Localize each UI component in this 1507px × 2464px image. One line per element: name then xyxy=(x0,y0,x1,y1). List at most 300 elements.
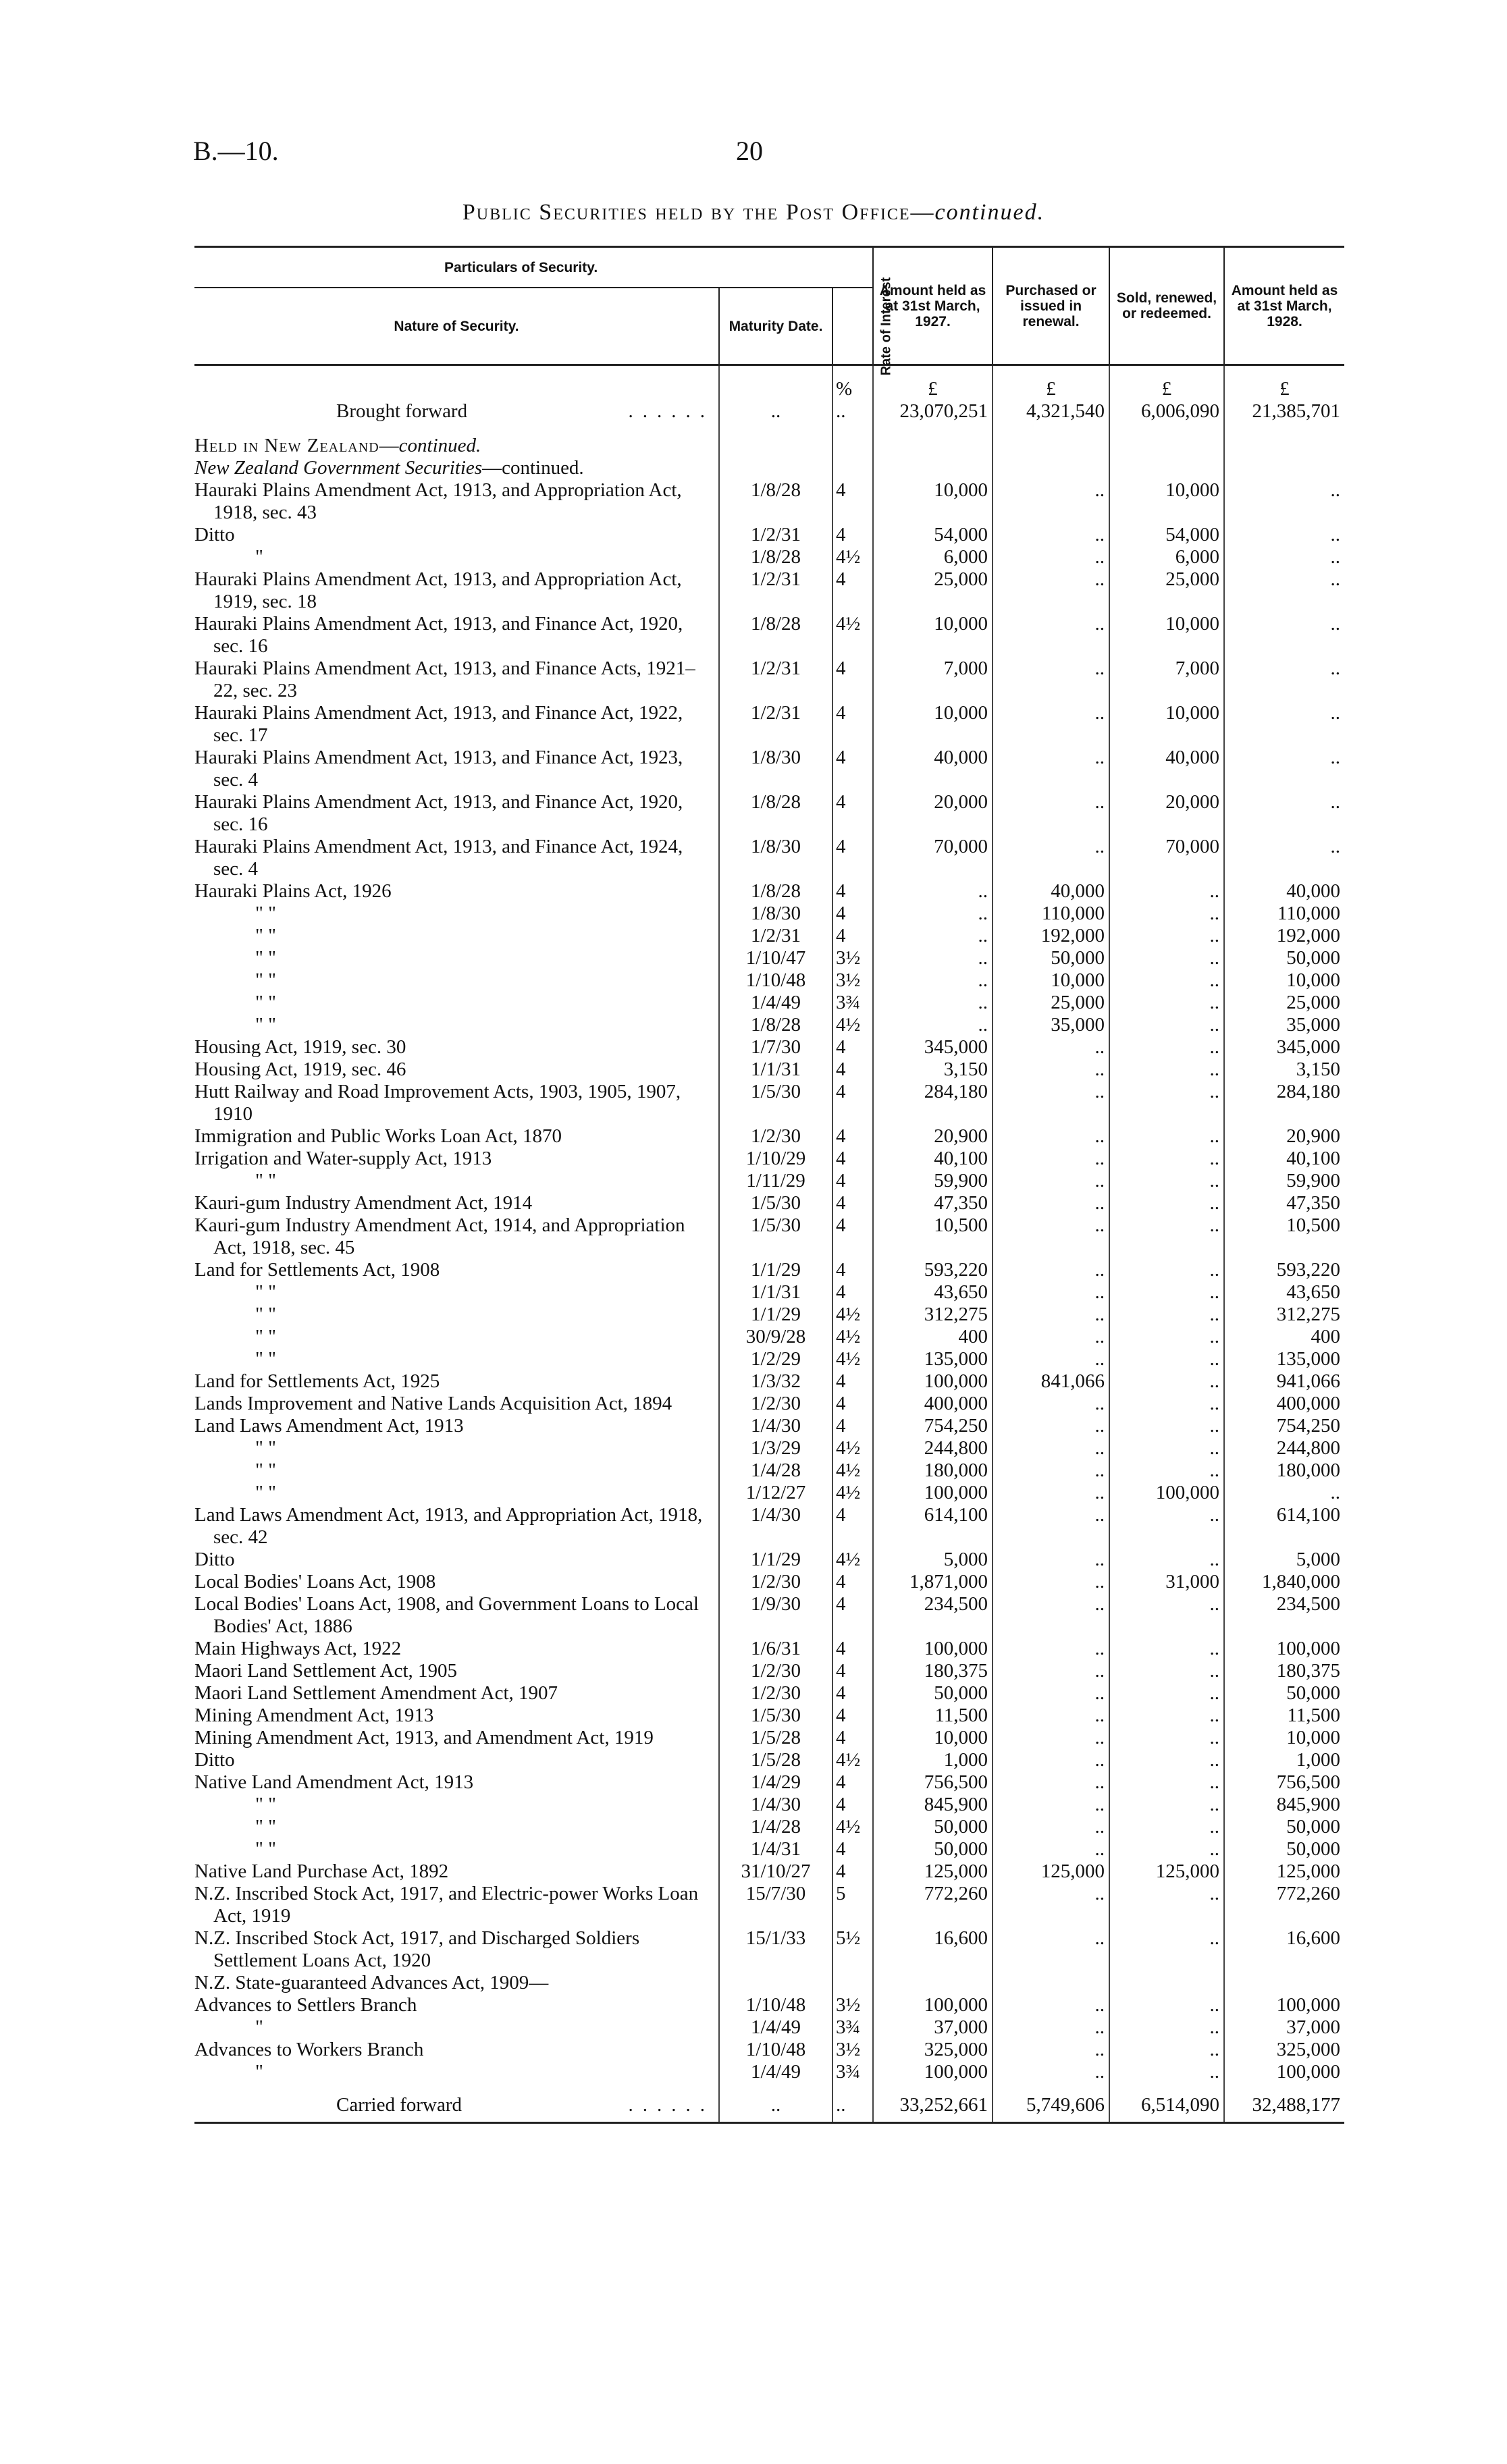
cell-nature: " xyxy=(255,2016,263,2038)
cell-nature: Hutt Railway and Road Improvement Acts, 1903, 1905, 1907, 1910 xyxy=(194,1081,681,1125)
cell-sold: .. xyxy=(1109,1393,1224,1415)
table-row xyxy=(194,947,1344,969)
cell-nature: Local Bodies' Loans Act, 1908 xyxy=(194,1571,436,1592)
cell-maturity: 1/2/31 xyxy=(719,568,832,613)
cell-maturity: 1/10/48 xyxy=(719,969,832,992)
cell-nature: Advances to Settlers Branch xyxy=(194,1994,417,2016)
cell-held-1928: 1,840,000 xyxy=(1224,1571,1344,1593)
cell-held-1928: .. xyxy=(1224,546,1344,568)
cell-held-1928: 10,000 xyxy=(1224,969,1344,992)
cell-rate: 4 xyxy=(832,1281,873,1304)
cell-sold: .. xyxy=(1109,1927,1224,1972)
cell-maturity: 1/1/31 xyxy=(719,1281,832,1304)
table-row xyxy=(194,1504,1344,1549)
cell-nature: " " xyxy=(255,1326,276,1347)
cell-rate: 4½ xyxy=(832,1482,873,1504)
table-row xyxy=(194,791,1344,836)
cell-held-1927: 234,500 xyxy=(873,1593,993,1638)
cell-rate: 4 xyxy=(832,1771,873,1794)
header-rate-label: Rate of Interest xyxy=(878,277,894,376)
cell-nature: Advances to Workers Branch xyxy=(194,2039,424,2060)
cell-held-1927: 3,150 xyxy=(873,1059,993,1081)
cell-nature: " " xyxy=(255,1014,276,1036)
cell-sold: 54,000 xyxy=(1109,524,1224,546)
cell-purchased: 10,000 xyxy=(993,969,1109,992)
table-row xyxy=(194,1125,1344,1148)
cell-nature: Irrigation and Water-supply Act, 1913 xyxy=(194,1148,492,1169)
cell-held-1927: 845,900 xyxy=(873,1794,993,1816)
table-row xyxy=(194,1326,1344,1348)
cell-purchased: .. xyxy=(993,1883,1109,1927)
cell-purchased: .. xyxy=(993,1571,1109,1593)
cell-maturity: 1/4/31 xyxy=(719,1838,832,1860)
cell-sold: .. xyxy=(1109,1549,1224,1571)
cell-sold: 100,000 xyxy=(1109,1482,1224,1504)
cell-held-1927: 10,000 xyxy=(873,702,993,747)
cell-purchased: .. xyxy=(993,1259,1109,1281)
table-row xyxy=(194,2061,1344,2083)
cell-held-1928: .. xyxy=(1224,836,1344,880)
cell-purchased: .. xyxy=(993,1192,1109,1214)
cell-nature: Kauri-gum Industry Amendment Act, 1914 xyxy=(194,1192,533,1214)
cell-held-1928: 37,000 xyxy=(1224,2016,1344,2039)
cell-sold: 40,000 xyxy=(1109,747,1224,791)
cell-nature: " " xyxy=(255,947,276,969)
cell-rate: 4 xyxy=(832,1727,873,1749)
cell-sold: .. xyxy=(1109,925,1224,947)
cell-rate: 3¾ xyxy=(832,992,873,1014)
cell-held-1927: 135,000 xyxy=(873,1348,993,1370)
cell-maturity: 1/4/30 xyxy=(719,1504,832,1549)
cell-rate: 4 xyxy=(832,1682,873,1705)
cell-held-1927: .. xyxy=(873,992,993,1014)
table-row xyxy=(194,1259,1344,1281)
table-row xyxy=(194,2016,1344,2039)
cell-held-1927: 16,600 xyxy=(873,1927,993,1972)
cell-sold: .. xyxy=(1109,1593,1224,1638)
cell-held-1928: .. xyxy=(1224,479,1344,524)
cell-rate: 4½ xyxy=(832,1437,873,1459)
cell-held-1927: 40,100 xyxy=(873,1148,993,1170)
cell-rate: 4 xyxy=(832,1081,873,1125)
carried-forward-sold: 6,514,090 xyxy=(1109,2083,1224,2123)
cell-maturity: 1/8/28 xyxy=(719,613,832,658)
cell-sold: .. xyxy=(1109,1148,1224,1170)
cell-held-1927: 47,350 xyxy=(873,1192,993,1214)
cell-held-1928: 325,000 xyxy=(1224,2039,1344,2061)
cell-rate: 5 xyxy=(832,1883,873,1927)
section-heading: Held in New Zealand xyxy=(194,435,379,456)
table-row xyxy=(194,1549,1344,1571)
cell-rate: 4½ xyxy=(832,1326,873,1348)
cell-rate: 4 xyxy=(832,524,873,546)
unit-pound-1927: £ xyxy=(873,365,993,401)
cell-maturity: 1/4/30 xyxy=(719,1415,832,1437)
header-held-1927: Amount held as at 31st March, 1927. xyxy=(873,247,993,365)
cell-nature: Mining Amendment Act, 1913 xyxy=(194,1705,434,1726)
cell-sold: .. xyxy=(1109,969,1224,992)
table-row xyxy=(194,658,1344,702)
table-row xyxy=(194,2039,1344,2061)
cell-sold: .. xyxy=(1109,1660,1224,1682)
cell-held-1928: 941,066 xyxy=(1224,1370,1344,1393)
cell-purchased: .. xyxy=(993,1794,1109,1816)
cell-maturity: 1/1/31 xyxy=(719,1059,832,1081)
cell-purchased: 50,000 xyxy=(993,947,1109,969)
brought-forward-maturity: .. xyxy=(719,400,832,423)
cell-maturity: 1/4/49 xyxy=(719,2016,832,2039)
cell-maturity: 31/10/27 xyxy=(719,1860,832,1883)
unit-pound-purchased: £ xyxy=(993,365,1109,401)
cell-purchased: .. xyxy=(993,1326,1109,1348)
cell-held-1928: 135,000 xyxy=(1224,1348,1344,1370)
cell-held-1928: 5,000 xyxy=(1224,1549,1344,1571)
cell-rate: 3¾ xyxy=(832,2016,873,2039)
cell-rate: 4½ xyxy=(832,1749,873,1771)
cell-held-1928: 614,100 xyxy=(1224,1504,1344,1549)
cell-nature: " " xyxy=(255,903,276,924)
section-heading-row: Held in New Zealand—continued. xyxy=(194,435,1344,457)
cell-purchased: .. xyxy=(993,1437,1109,1459)
cell-held-1928: 3,150 xyxy=(1224,1059,1344,1081)
cell-purchased: .. xyxy=(993,702,1109,747)
cell-sold: .. xyxy=(1109,1214,1224,1259)
cell-purchased: 125,000 xyxy=(993,1860,1109,1883)
table-row xyxy=(194,568,1344,613)
cell-purchased: .. xyxy=(993,1927,1109,1972)
cell-sold: .. xyxy=(1109,992,1224,1014)
carried-forward-maturity: .. xyxy=(719,2083,832,2123)
table-row xyxy=(194,1281,1344,1304)
cell-purchased: .. xyxy=(993,1994,1109,2016)
cell-held-1927: 59,900 xyxy=(873,1170,993,1192)
cell-purchased: .. xyxy=(993,1504,1109,1549)
cell-rate: 4½ xyxy=(832,1014,873,1036)
cell-purchased: .. xyxy=(993,2016,1109,2039)
cell-rate: 4 xyxy=(832,1504,873,1549)
cell-rate: 4 xyxy=(832,1393,873,1415)
cell-held-1928: 110,000 xyxy=(1224,903,1344,925)
cell-rate: 3½ xyxy=(832,969,873,992)
cell-held-1927: .. xyxy=(873,903,993,925)
cell-nature: Land for Settlements Act, 1925 xyxy=(194,1370,440,1392)
cell-maturity: 1/6/31 xyxy=(719,1638,832,1660)
table-row xyxy=(194,1660,1344,1682)
cell-purchased: .. xyxy=(993,1036,1109,1059)
cell-sold: .. xyxy=(1109,1059,1224,1081)
cell-purchased: 40,000 xyxy=(993,880,1109,903)
cell-held-1928: .. xyxy=(1224,791,1344,836)
cell-held-1927: 614,100 xyxy=(873,1504,993,1549)
carried-forward-held-1928: 32,488,177 xyxy=(1224,2083,1344,2123)
cell-maturity: 1/2/30 xyxy=(719,1125,832,1148)
cell-held-1927: 100,000 xyxy=(873,1370,993,1393)
cell-maturity: 1/8/28 xyxy=(719,479,832,524)
cell-sold: .. xyxy=(1109,1727,1224,1749)
cell-maturity: 1/10/29 xyxy=(719,1148,832,1170)
cell-held-1928: 40,100 xyxy=(1224,1148,1344,1170)
carried-forward-held-1927: 33,252,661 xyxy=(873,2083,993,2123)
cell-purchased: .. xyxy=(993,1170,1109,1192)
table-row xyxy=(194,1994,1344,2016)
cell-nature: Hauraki Plains Amendment Act, 1913, and Appropriation Act, 1919, sec. 18 xyxy=(194,568,682,612)
cell-held-1928: 10,500 xyxy=(1224,1214,1344,1259)
table-body xyxy=(194,365,1344,2123)
cell-maturity: 1/9/30 xyxy=(719,1593,832,1638)
cell-rate: 4 xyxy=(832,1036,873,1059)
cell-maturity: 1/5/30 xyxy=(719,1192,832,1214)
cell-rate: 4 xyxy=(832,925,873,947)
table-row xyxy=(194,1883,1344,1927)
cell-purchased: .. xyxy=(993,1393,1109,1415)
table-row xyxy=(194,1571,1344,1593)
cell-rate: 4 xyxy=(832,1192,873,1214)
page-title-main: Public Securities held by the Post Office xyxy=(462,200,911,225)
cell-maturity: 1/8/28 xyxy=(719,880,832,903)
cell-nature: Hauraki Plains Act, 1926 xyxy=(194,880,392,902)
table-row xyxy=(194,1593,1344,1638)
cell-maturity: 1/8/28 xyxy=(719,791,832,836)
table-row xyxy=(194,1860,1344,1883)
table-row xyxy=(194,1771,1344,1794)
brought-forward-row: Brought forward ...... .. .. 23,070,251 4,321,540 6,006,090 21,385,701 xyxy=(194,400,1344,423)
cell-maturity: 1/1/29 xyxy=(719,1304,832,1326)
table-row xyxy=(194,1170,1344,1192)
cell-sold: .. xyxy=(1109,1682,1224,1705)
cell-nature: N.Z. Inscribed Stock Act, 1917, and Electric-power Works Loan Act, 1919 xyxy=(194,1883,699,1927)
brought-forward-label: Brought forward xyxy=(336,400,468,422)
cell-held-1928: 40,000 xyxy=(1224,880,1344,903)
cell-sold: 10,000 xyxy=(1109,702,1224,747)
cell-purchased: .. xyxy=(993,1771,1109,1794)
cell-held-1927: 54,000 xyxy=(873,524,993,546)
cell-maturity: 1/4/29 xyxy=(719,1771,832,1794)
cell-purchased: .. xyxy=(993,524,1109,546)
table-row xyxy=(194,747,1344,791)
cell-maturity: 1/4/49 xyxy=(719,2061,832,2083)
cell-purchased: .. xyxy=(993,1705,1109,1727)
cell-nature: " xyxy=(255,2061,263,2083)
cell-nature: N.Z. Inscribed Stock Act, 1917, and Discharged Soldiers Settlement Loans Act, 1920 xyxy=(194,1927,640,1971)
cell-rate: 4½ xyxy=(832,1816,873,1838)
cell-purchased: .. xyxy=(993,1727,1109,1749)
cell-purchased: .. xyxy=(993,1816,1109,1838)
table-row xyxy=(194,925,1344,947)
cell-nature: " " xyxy=(255,1482,276,1503)
carried-forward-row: Carried forward ...... .. .. 33,252,661 5,749,606 6,514,090 32,488,177 xyxy=(194,2083,1344,2123)
cell-held-1928: 125,000 xyxy=(1224,1860,1344,1883)
cell-rate: 4 xyxy=(832,1148,873,1170)
cell-maturity: 1/4/28 xyxy=(719,1459,832,1482)
page-title-suffix: continued. xyxy=(934,200,1045,225)
cell-held-1928: .. xyxy=(1224,1482,1344,1504)
cell-held-1927: 25,000 xyxy=(873,568,993,613)
cell-sold: .. xyxy=(1109,2039,1224,2061)
cell-nature: " " xyxy=(255,925,276,946)
table-row xyxy=(194,1036,1344,1059)
cell-purchased: 192,000 xyxy=(993,925,1109,947)
cell-held-1928: 20,900 xyxy=(1224,1125,1344,1148)
cell-rate: 4 xyxy=(832,1370,873,1393)
cell-sold: .. xyxy=(1109,1749,1224,1771)
cell-rate: 4½ xyxy=(832,1304,873,1326)
cell-nature: Mining Amendment Act, 1913, and Amendment Act, 1919 xyxy=(194,1727,654,1748)
cell-purchased: .. xyxy=(993,1081,1109,1125)
cell-rate: 3½ xyxy=(832,1994,873,2016)
cell-held-1928: 1,000 xyxy=(1224,1749,1344,1771)
cell-purchased: .. xyxy=(993,1415,1109,1437)
cell-maturity: 1/5/30 xyxy=(719,1214,832,1259)
cell-maturity: 1/4/28 xyxy=(719,1816,832,1838)
cell-held-1927: .. xyxy=(873,880,993,903)
cell-held-1927: 325,000 xyxy=(873,2039,993,2061)
table-row xyxy=(194,1459,1344,1482)
cell-held-1928: .. xyxy=(1224,658,1344,702)
cell-held-1928: 244,800 xyxy=(1224,1437,1344,1459)
cell-held-1928: .. xyxy=(1224,613,1344,658)
header-purchased: Purchased or issued in renewal. xyxy=(993,247,1109,365)
cell-rate xyxy=(832,1972,873,1994)
cell-held-1928: 400,000 xyxy=(1224,1393,1344,1415)
cell-purchased: .. xyxy=(993,791,1109,836)
cell-rate: 4 xyxy=(832,658,873,702)
table-row xyxy=(194,836,1344,880)
cell-held-1927: .. xyxy=(873,969,993,992)
cell-held-1927: 6,000 xyxy=(873,546,993,568)
cell-held-1928: 284,180 xyxy=(1224,1081,1344,1125)
cell-sold: 125,000 xyxy=(1109,1860,1224,1883)
cell-purchased: .. xyxy=(993,1281,1109,1304)
table-row xyxy=(194,1059,1344,1081)
cell-nature: Hauraki Plains Amendment Act, 1913, and Finance Act, 1920, sec. 16 xyxy=(194,791,683,835)
cell-sold: .. xyxy=(1109,2016,1224,2039)
cell-maturity: 1/2/31 xyxy=(719,524,832,546)
cell-maturity: 1/3/32 xyxy=(719,1370,832,1393)
cell-rate: 4 xyxy=(832,1415,873,1437)
cell-held-1928: 50,000 xyxy=(1224,1838,1344,1860)
cell-held-1928: 11,500 xyxy=(1224,1705,1344,1727)
cell-held-1928: 100,000 xyxy=(1224,1994,1344,2016)
cell-purchased: .. xyxy=(993,613,1109,658)
cell-purchased: 25,000 xyxy=(993,992,1109,1014)
table-row xyxy=(194,1682,1344,1705)
cell-held-1928: 59,900 xyxy=(1224,1170,1344,1192)
document-reference: B.—10. xyxy=(193,136,279,166)
cell-maturity: 1/5/30 xyxy=(719,1081,832,1125)
cell-held-1928: 756,500 xyxy=(1224,1771,1344,1794)
cell-nature: Native Land Purchase Act, 1892 xyxy=(194,1860,449,1882)
cell-held-1927: 284,180 xyxy=(873,1081,993,1125)
page-title: Public Securities held by the Post Office—continued. xyxy=(462,200,1045,225)
cell-sold: .. xyxy=(1109,1705,1224,1727)
cell-nature: Local Bodies' Loans Act, 1908, and Government Loans to Local Bodies' Act, 1886 xyxy=(194,1593,699,1637)
header-maturity: Maturity Date. xyxy=(719,288,832,365)
cell-held-1928: 35,000 xyxy=(1224,1014,1344,1036)
cell-held-1927: 5,000 xyxy=(873,1549,993,1571)
cell-purchased: .. xyxy=(993,1125,1109,1148)
cell-held-1927: .. xyxy=(873,947,993,969)
page-number: 20 xyxy=(736,136,763,166)
cell-purchased: .. xyxy=(993,2039,1109,2061)
carried-forward-rate: .. xyxy=(832,2083,873,2123)
cell-nature: Ditto xyxy=(194,1549,235,1570)
cell-held-1927: 244,800 xyxy=(873,1437,993,1459)
cell-sold: .. xyxy=(1109,1415,1224,1437)
table-row xyxy=(194,1727,1344,1749)
cell-rate: 4 xyxy=(832,1660,873,1682)
unit-percent: % xyxy=(832,365,873,401)
cell-maturity: 1/1/29 xyxy=(719,1259,832,1281)
cell-rate: 4 xyxy=(832,568,873,613)
table-row xyxy=(194,903,1344,925)
cell-rate: 4 xyxy=(832,1860,873,1883)
cell-purchased: .. xyxy=(993,836,1109,880)
cell-sold: 10,000 xyxy=(1109,613,1224,658)
table-row xyxy=(194,880,1344,903)
cell-nature: Maori Land Settlement Act, 1905 xyxy=(194,1660,458,1682)
table-row xyxy=(194,1927,1344,1972)
table-row xyxy=(194,702,1344,747)
cell-sold: .. xyxy=(1109,880,1224,903)
cell-sold: .. xyxy=(1109,1170,1224,1192)
cell-sold: .. xyxy=(1109,1304,1224,1326)
brought-forward-held-1927: 23,070,251 xyxy=(873,400,993,423)
cell-purchased: .. xyxy=(993,1549,1109,1571)
table-row xyxy=(194,546,1344,568)
cell-maturity: 1/2/31 xyxy=(719,925,832,947)
table-row xyxy=(194,1749,1344,1771)
unit-pound-1928: £ xyxy=(1224,365,1344,401)
cell-held-1928: 180,375 xyxy=(1224,1660,1344,1682)
cell-sold: .. xyxy=(1109,1771,1224,1794)
cell-held-1927: 70,000 xyxy=(873,836,993,880)
cell-purchased: .. xyxy=(993,658,1109,702)
cell-purchased: .. xyxy=(993,1459,1109,1482)
cell-held-1928: 345,000 xyxy=(1224,1036,1344,1059)
cell-sold: .. xyxy=(1109,903,1224,925)
table-row xyxy=(194,1081,1344,1125)
cell-sold: 6,000 xyxy=(1109,546,1224,568)
cell-held-1928: 16,600 xyxy=(1224,1927,1344,1972)
cell-maturity: 1/8/28 xyxy=(719,546,832,568)
cell-rate: 4 xyxy=(832,479,873,524)
cell-purchased: 110,000 xyxy=(993,903,1109,925)
table-row xyxy=(194,1393,1344,1415)
cell-rate: 4 xyxy=(832,1705,873,1727)
section-subheading: New Zealand Government Securities xyxy=(194,457,483,479)
cell-held-1927: 100,000 xyxy=(873,1994,993,2016)
cell-rate: 3½ xyxy=(832,2039,873,2061)
cell-purchased: .. xyxy=(993,1348,1109,1370)
cell-maturity: 1/5/30 xyxy=(719,1705,832,1727)
cell-nature: Ditto xyxy=(194,524,235,545)
cell-sold: .. xyxy=(1109,1638,1224,1660)
cell-held-1928: 100,000 xyxy=(1224,2061,1344,2083)
cell-rate: 4 xyxy=(832,1571,873,1593)
cell-held-1927: 180,375 xyxy=(873,1660,993,1682)
cell-held-1927: 20,000 xyxy=(873,791,993,836)
cell-nature: " " xyxy=(255,1437,276,1459)
cell-maturity: 1/4/49 xyxy=(719,992,832,1014)
cell-nature: " " xyxy=(255,1170,276,1191)
cell-rate: 4 xyxy=(832,702,873,747)
cell-rate: 4½ xyxy=(832,1348,873,1370)
cell-rate: 3¾ xyxy=(832,2061,873,2083)
cell-rate: 4 xyxy=(832,903,873,925)
table-row xyxy=(194,1972,1344,1994)
table-row xyxy=(194,1304,1344,1326)
header-held-1928: Amount held as at 31st March, 1928. xyxy=(1224,247,1344,365)
